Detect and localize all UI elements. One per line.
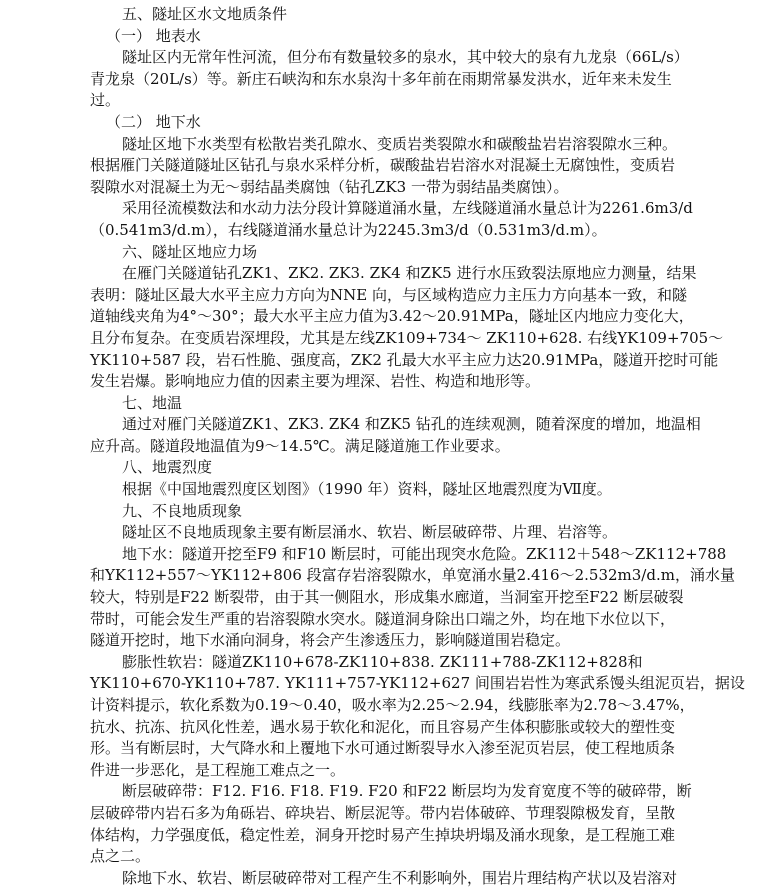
text-line: 层破碎带内岩石多为角砾岩、碎块岩、断层泥等。带内岩体破碎、节理裂隙极发育，呈散 [90,803,676,822]
text-line: 在雁门关隧道钻孔ZK1、ZK2. ZK3. ZK4 和ZK5 进行水压致裂法原地应力测量，结果 [122,264,697,283]
text-line: 抗水、抗冻、抗风化性差，遇水易于软化和泥化，而且容易产生体积膨胀或较大的塑性变 [90,717,676,736]
text-line: 根据《中国地震烈度区划图》（1990 年）资料，隧址区地震烈度为Ⅶ度。 [122,480,612,499]
text-line: 件进一步恶化，是工程施工难点之一。 [90,760,346,779]
section-heading: 五、隧址区水文地质条件 [122,5,288,23]
text-line: 形。当有断层时，大气降水和上覆地下水可通过断裂导水入渗至泥页岩层，使工程地质条 [90,739,676,758]
section-heading: （二） 地下水 [106,112,201,131]
text-line: 断层破碎带：F12. F16. F18. F19. F20 和F22 断层均为发育宽度不等的破碎带，断 [122,782,692,801]
text-line: 除地下水、软岩、断层破碎带对工程产生不利影响外，围岩片理结构产状以及岩溶对 [122,868,678,887]
text-line: （0.541m3/d.m），右线隧道涌水量总计为2245.3m3/d（0.531m3/d.m）。 [90,220,607,239]
text-line: 根据雁门关隧道隧址区钻孔与泉水采样分析，碳酸盐岩岩溶水对混凝土无腐蚀性，变质岩 [90,156,676,175]
text-line: 地下水：隧道开挖至F9 和F10 断层时，可能出现突水危险。ZK112＋548～ZK112+788 [122,544,727,563]
text-line: YK110+587 段，岩石性脆、强度高，ZK2 孔最大水平主应力达20.91MPa，隧道开挖时可能 [90,350,719,369]
text-line: 道轴线夹角为4°～30°；最大水平主应力值为3.42～20.91MPa，隧址区内地应力变化大， [90,307,694,326]
section-heading: 六、隧址区地应力场 [122,242,258,261]
text-line: 隧址区不良地质现象主要有断层涌水、软岩、断层破碎带、片理、岩溶等。 [122,523,618,542]
text-line: 隧道开挖时，地下水涌向洞身，将会产生渗透压力，影响隧道围岩稳定。 [90,631,571,650]
section-heading: 八、地震烈度 [122,458,213,477]
text-line: 体结构，力学强度低，稳定性差，洞身开挖时易产生掉块坍塌及涌水现象，是工程施工难 [90,825,676,844]
text-line: 通过对雁门关隧道ZK1、ZK3. ZK4 和ZK5 钻孔的连续观测，随着深度的增加，地温相 [122,415,701,434]
text-line: YK110+670-YK110+787. YK111+757-YK112+627 间围岩岩性为寒武系馒头组泥页岩，据设 [90,674,745,693]
text-line: 应升高。隧道段地温值为9～14.5℃。满足隧道施工作业要求。 [90,436,510,455]
section-heading: 七、地温 [122,393,183,412]
text-line: 较大，特别是F22 断裂带，由于其一侧阻水，形成集水廊道，当洞室开挖至F22 断层破裂 [90,588,684,607]
text-line: 膨胀性软岩：隧道ZK110+678-ZK110+838. ZK111+788-ZK112+828和 [122,652,643,671]
text-line: 表明：隧址区最大水平主应力方向为NNE 向，与区域构造应力主压力方向基本一致，和隧 [90,285,687,304]
document-page [90,4,745,889]
text-line: 青龙泉（20L/s）等。新庄石峡沟和东水泉沟十多年前在雨期常暴发洪水，近年来未发生 [90,69,672,88]
text-line: 隧址区内无常年性河流，但分布有数量较多的泉水，其中较大的泉有九龙泉（66L/s） [122,48,689,67]
text-line: 隧址区地下水类型有松散岩类孔隙水、变质岩类裂隙水和碳酸盐岩岩溶裂隙水三种。 [122,134,678,153]
text-line: 过。 [90,91,121,110]
text-line: 裂隙水对混凝土为无～弱结晶类腐蚀（钻孔ZK3 一带为弱结晶类腐蚀）。 [90,177,569,196]
section-heading: 九、不良地质现象 [122,501,243,520]
section-heading: （一） 地表水 [106,26,201,45]
text-line: 发生岩爆。影响地应力值的因素主要为埋深、岩性、构造和地形等。 [90,372,541,391]
text-line: 计资料提示，软化系数为0.19～0.40，吸水率为2.25～2.94，线膨胀率为2.78～3.47%， [90,696,695,714]
text-line: 且分布复杂。在变质岩深埋段，尤其是左线ZK109+734～ ZK110+628. 右线YK109+705～ [90,328,724,347]
text-line: 点之二。 [90,847,151,866]
text-line: 和YK112+557～YK112+806 段富存岩溶裂隙水，单宽涌水量2.416～2.532m3/d.m，涌水量 [90,566,735,585]
text-line: 带时，可能会发生严重的岩溶裂隙水突水。隧道洞身除出口端之外，均在地下水位以下， [90,609,676,628]
text-line: 采用径流模数法和水动力法分段计算隧道涌水量，左线隧道涌水量总计为2261.6m3/d [122,199,693,218]
